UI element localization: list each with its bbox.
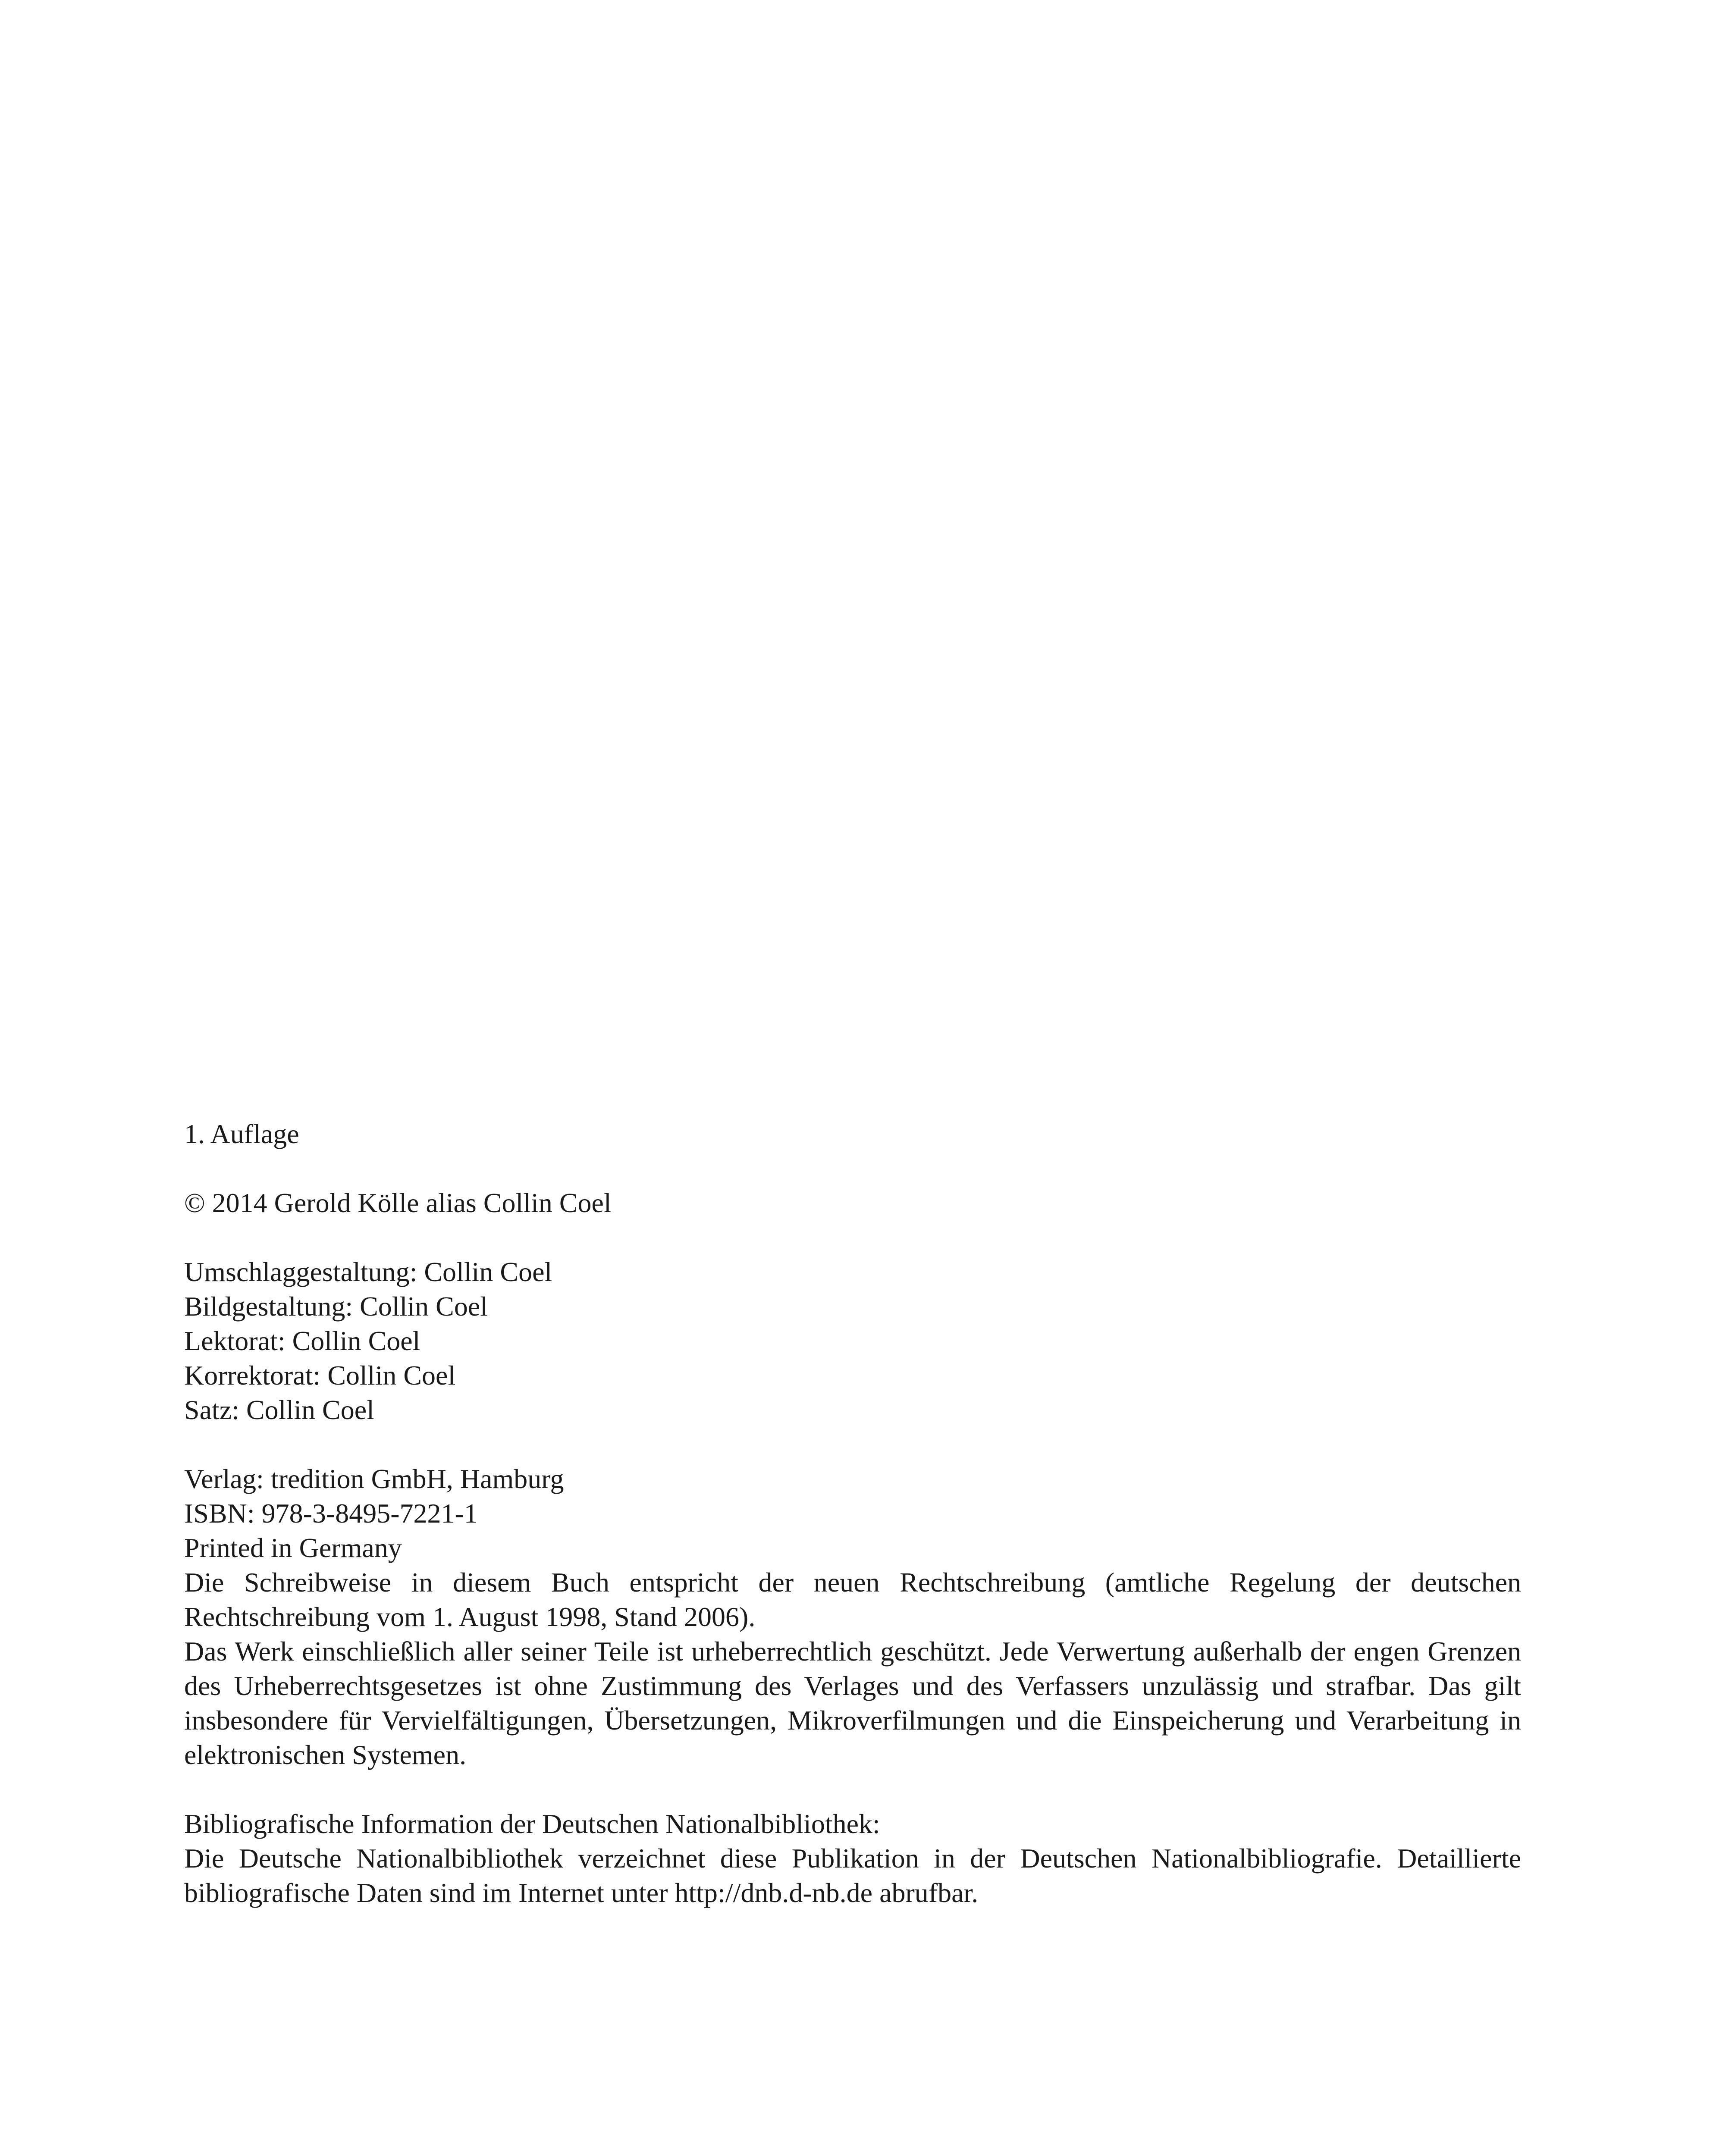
credit-typesetting: Satz: Collin Coel <box>184 1395 374 1425</box>
credit-cover-design: Umschlaggestaltung: Collin Coel <box>184 1257 552 1287</box>
credit-editing: Lektorat: Collin Coel <box>184 1326 420 1356</box>
bibliographic-text: Die Deutsche Nationalbibliothek verzeichnet diese Publikation in der Deutschen Nationalbibliografie. Detaillierte bibliografische Daten sind im Internet unter http://dnb.d-nb.de abrufbar. <box>184 1843 1521 1908</box>
isbn-line: ISBN: 978-3-8495-7221-1 <box>184 1498 478 1529</box>
copyright-line: © 2014 Gerold Kölle alias Collin Coel <box>184 1188 612 1218</box>
publication-details <box>184 1462 1521 1565</box>
edition-line: 1. Auflage <box>184 1119 299 1149</box>
imprint-block <box>184 1117 1521 1910</box>
bibliographic-info <box>184 1807 1521 1910</box>
copyright-notice: Das Werk einschließlich aller seiner Teile ist urheberrechtlich geschützt. Jede Verwertung außerhalb der engen Grenzen des Urheberrechtsgesetzes ist ohne Zustimmung des Verlages und des Verfassers unzulässig und strafbar. Das gilt insbesondere für Vervielfältigungen, Übersetzungen, Mikroverfilmungen und die Einspeicherung und Verarbeitung in elektronischen Systemen. <box>184 1636 1521 1770</box>
credit-proofreading: Korrektorat: Collin Coel <box>184 1360 456 1391</box>
publisher-line: Verlag: tredition GmbH, Hamburg <box>184 1463 564 1494</box>
bibliographic-heading: Bibliografische Information der Deutschen Nationalbibliothek: <box>184 1808 880 1839</box>
spelling-note: Die Schreibweise in diesem Buch entspricht der neuen Rechtschreibung (amtliche Regelung der deutschen Rechtschreibung vom 1. August 1998, Stand 2006). <box>184 1567 1521 1632</box>
printed-line: Printed in Germany <box>184 1532 402 1563</box>
credits-list <box>184 1255 1521 1427</box>
credit-image-design: Bildgestaltung: Collin Coel <box>184 1291 488 1322</box>
